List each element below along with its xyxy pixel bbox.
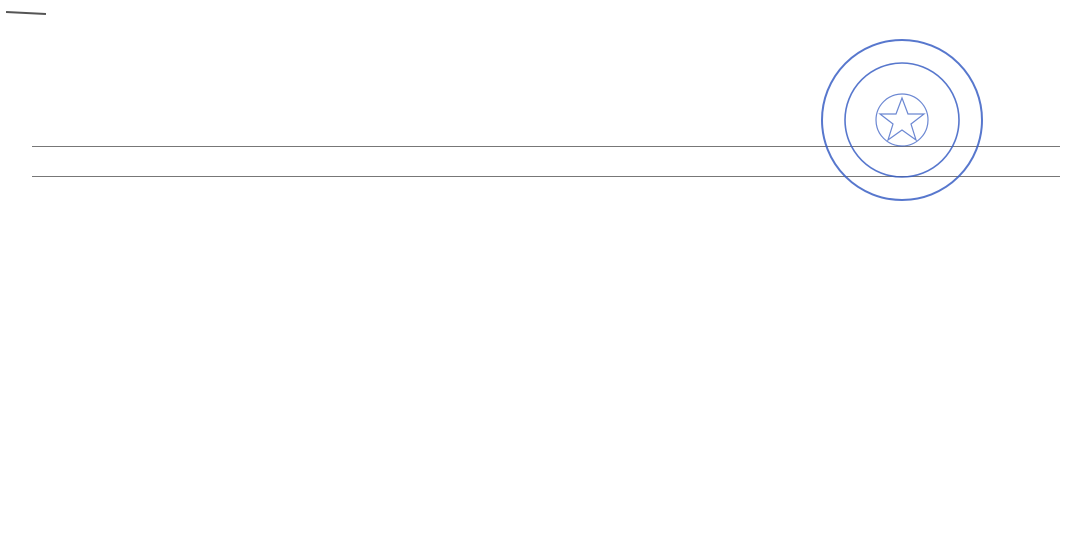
official-stamp: [818, 36, 986, 204]
scan-mark: [6, 11, 46, 15]
